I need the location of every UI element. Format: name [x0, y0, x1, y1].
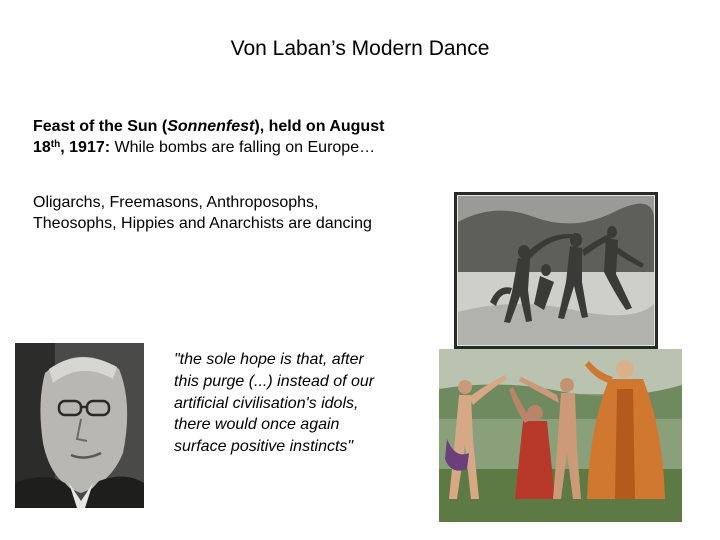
bw-dancers-photo [454, 192, 658, 349]
color-dancers-photo [439, 349, 682, 522]
dancers-paragraph: Oligarchs, Freemasons, Anthroposophs, Theosophs, Hippies and Anarchists are dancing [33, 194, 372, 232]
intro-rest: While bombs are falling on Europe… [110, 139, 376, 156]
intro-paragraph [33, 116, 393, 158]
portrait-photo [15, 343, 144, 508]
quote-text: "the sole hope is that, after this purge (...) instead of our artificial civilisation's idols, there would once again surface positive instincts" [174, 351, 375, 456]
event-name: Feast of the Sun (Sonnenfest), held on August 18th, 1917: [33, 118, 385, 156]
slide-title: Von Laban’s Modern Dance [230, 37, 490, 60]
